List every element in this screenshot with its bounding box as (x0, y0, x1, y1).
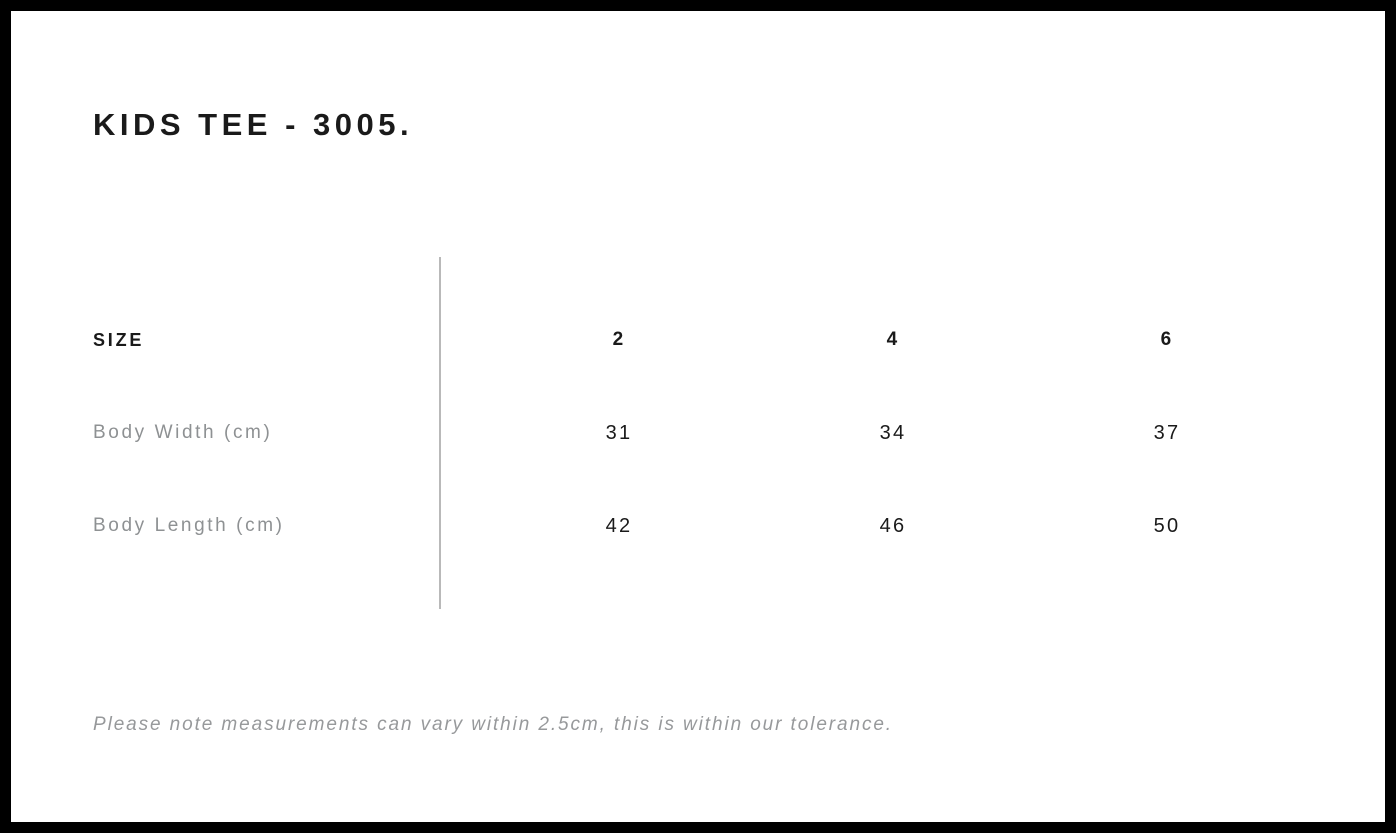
table-row (11, 506, 1385, 546)
tolerance-note: Please note measurements can vary within 2.5cm, this is within our tolerance. (93, 714, 893, 735)
column-header-size-value: 2 (612, 329, 626, 350)
table-cell: 31 (605, 422, 633, 444)
column-header-size: SIZE (93, 330, 145, 350)
row-label: Body Length (cm) (93, 515, 285, 536)
page-title: KIDS TEE - 3005. (93, 107, 414, 142)
size-chart-table (11, 11, 1385, 822)
table-cell: 34 (879, 422, 907, 444)
table-row (11, 413, 1385, 453)
table-cell: 37 (1153, 422, 1181, 444)
size-chart-page (11, 11, 1385, 822)
table-cell: 46 (879, 515, 907, 537)
table-cell: 42 (605, 515, 633, 537)
table-cell: 50 (1153, 515, 1181, 537)
row-label: Body Width (cm) (93, 422, 273, 443)
column-header-size-value: 6 (1160, 329, 1174, 350)
column-header-size-value: 4 (886, 329, 900, 350)
table-header-row (11, 320, 1385, 360)
